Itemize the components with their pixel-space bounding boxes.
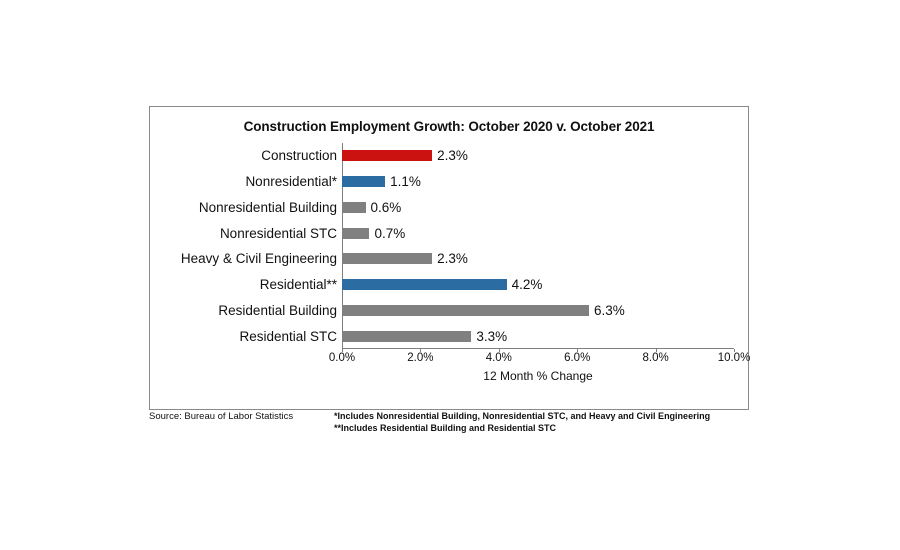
bar [342,176,385,187]
category-label: Nonresidential STC [219,225,337,241]
source-note: Source: Bureau of Labor Statistics [149,411,294,422]
bar-value-label: 1.1% [390,174,421,190]
bar-row [239,323,734,349]
x-tick-label: 8.0% [642,352,669,364]
category-label: Construction [261,148,337,164]
category-label: Nonresidential Building [198,199,337,215]
bar-row [245,169,734,195]
bar-value-label: 6.3% [593,302,625,318]
chart-footnotes [149,411,749,441]
bar-value-label: 2.3% [437,148,468,164]
chart-title: Construction Employment Growth: October 2020 v. October 2021 [243,119,655,134]
bar-value-label: 0.7% [374,225,406,241]
bar-row [219,220,734,246]
bar [342,279,507,290]
x-axis-title: 12 Month % Change [483,369,593,383]
x-tick-label: 6.0% [564,352,591,364]
bar-value-label: 2.3% [437,251,468,267]
footnote-single-asterisk: *Includes Nonresidential Building, Nonresidential STC, and Heavy and Civil Engineering [334,411,711,421]
category-label: Heavy & Civil Engineering [180,251,337,267]
x-axis-ticks [328,349,751,369]
x-tick-label: 2.0% [407,352,434,364]
bar-row [259,272,734,298]
bar [342,253,432,264]
category-label: Residential Building [218,302,337,318]
bar [342,202,366,213]
category-label: Nonresidential* [245,174,337,190]
bar-value-label: 3.3% [476,328,508,344]
bar-row [218,298,734,324]
bar-value-label: 0.6% [370,199,402,215]
footnote-double-asterisk: **Includes Residential Building and Residential STC [334,423,557,433]
bar-series [180,143,734,349]
bar [342,305,589,316]
plot-area [180,143,751,383]
bar-row [198,195,734,221]
x-tick-label: 4.0% [485,352,512,364]
bar [342,150,432,161]
bar-row [261,143,734,169]
bar-value-label: 4.2% [511,277,543,293]
category-label: Residential STC [239,328,337,344]
bar [342,331,471,342]
x-tick-label: 0.0% [328,352,356,364]
bar-row [180,246,734,272]
chart-frame [149,106,749,410]
category-label: Residential** [259,277,337,293]
bar [342,228,369,239]
x-tick-label: 10.0% [717,352,751,364]
